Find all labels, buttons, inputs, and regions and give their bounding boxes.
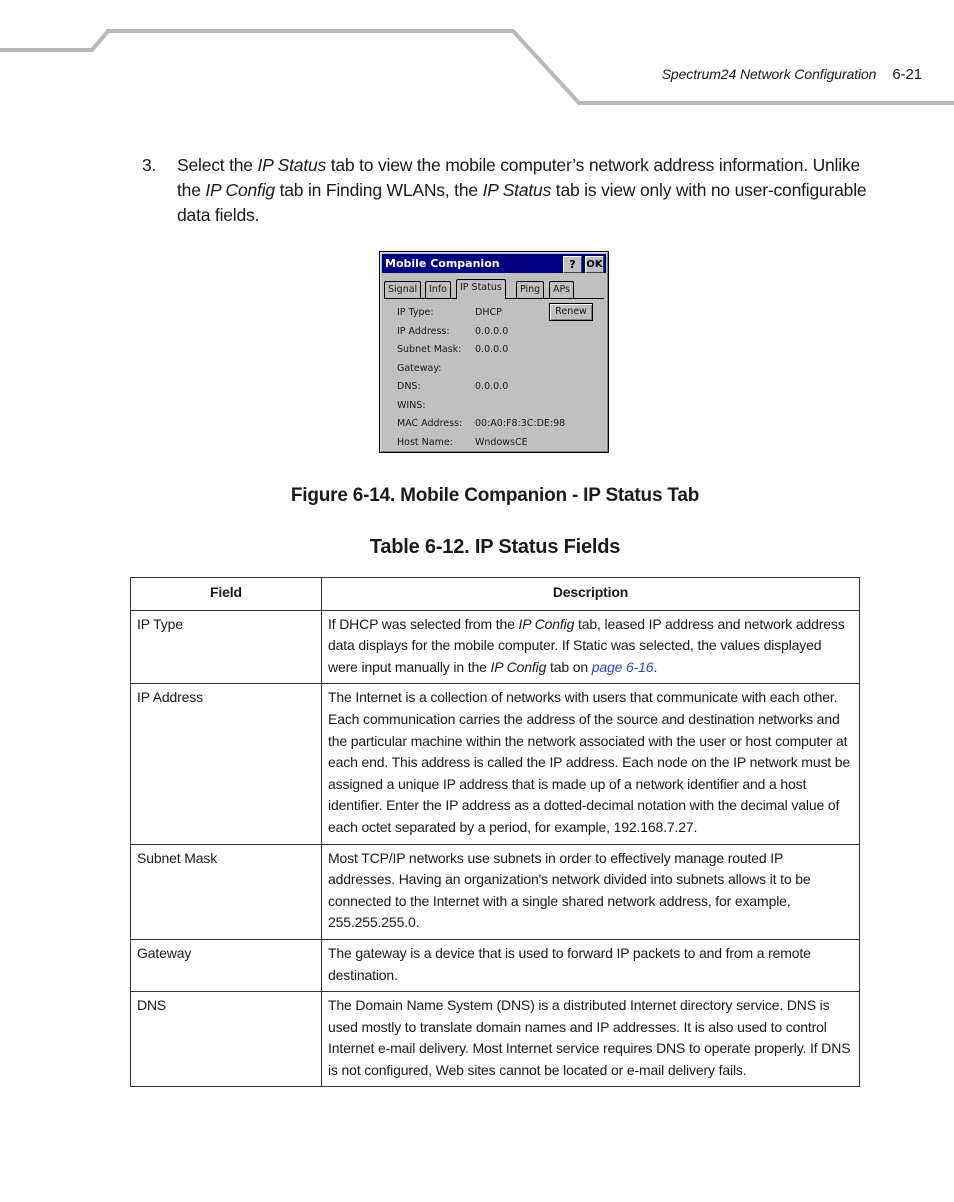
ok-button[interactable]: OK [585, 256, 604, 273]
dialog-titlebar [382, 254, 606, 273]
tab-aps[interactable]: APs [549, 281, 574, 298]
section-title: Spectrum24 Network Configuration [661, 66, 877, 82]
ip-status-fields-table [130, 577, 860, 1087]
description-cell: Most TCP/IP networks use subnets in order to effectively manage routed IP addresses. Having an organization's network divided into subnets allows it to be connected to the Internet with a single shared network address, for example, 255.255.255.0. [322, 844, 860, 939]
help-button[interactable]: ? [563, 256, 582, 273]
field-row: IP Address: 0.0.0.0 [397, 326, 509, 337]
table-caption: Table 6-12. IP Status Fields [369, 536, 621, 558]
field-row: MAC Address: 00:A0:F8:3C:DE:98 [397, 418, 566, 429]
description-cell: The Internet is a collection of networks with users that communicate with each other. Each communication carries the address of the source and destination networks and the particular machine within the network associated with the user or host computer at each end. This address is called the IP address. Each node on the IP network must be assigned a unique IP address that is made up of a network identifier and a host identifier. Enter the IP address as a dotted-decimal notation with the decimal value of each octet separated by a period, for example, 192.168.7.27. [322, 684, 860, 844]
field-cell: IP Type [131, 610, 322, 684]
field-row: DNS: 0.0.0.0 [397, 381, 509, 392]
description-cell: The gateway is a device that is used to forward IP packets to and from a remote destination. [322, 939, 860, 991]
step-text: Select the IP Status tab to view the mobile computer’s network address information. Unlike the IP Config tab in Finding WLANs, the IP Status tab is view only with no user-configurable data fields. [177, 155, 867, 225]
table-header-row [131, 578, 860, 611]
field-row: Host Name: WndowsCE [397, 437, 528, 448]
field-cell: Gateway [131, 939, 322, 991]
field-row: Subnet Mask: 0.0.0.0 [397, 344, 509, 355]
description-cell: If DHCP was selected from the IP Config tab, leased IP address and network address data displays for the mobile computer. If Static was selected, the values displayed were input manually in the IP Config tab on page 6-16. [322, 610, 860, 684]
page-link[interactable]: page 6-16 [591, 658, 654, 675]
tab-ip-status[interactable]: IP Status [456, 279, 506, 299]
tab-info[interactable]: Info [425, 281, 451, 298]
table-row [131, 684, 860, 844]
table-row [131, 610, 860, 684]
renew-button[interactable]: Renew [549, 303, 593, 321]
table-row [131, 939, 860, 991]
table-row [131, 844, 860, 939]
mobile-companion-dialog [379, 251, 609, 453]
page-number: 6-21 [892, 66, 922, 83]
field-row: WINS: [397, 400, 426, 411]
ip-status-pane [384, 298, 604, 450]
column-header-field: Field [131, 578, 322, 611]
field-row: Gateway: [397, 363, 442, 374]
table-row [131, 992, 860, 1087]
header-rule [0, 0, 954, 110]
field-cell: IP Address [131, 684, 322, 844]
column-header-description: Description [322, 578, 860, 611]
field-cell: Subnet Mask [131, 844, 322, 939]
dialog-title: Mobile Companion [385, 257, 500, 270]
field-row: IP Type: DHCP [397, 307, 502, 318]
tab-ping[interactable]: Ping [516, 281, 544, 298]
instruction-step [142, 153, 884, 228]
description-cell: The Domain Name System (DNS) is a distributed Internet directory service. DNS is used mostly to translate domain names and IP addresses. It is also used to control Internet e-mail delivery. Most Internet service requires DNS to operate properly. If DNS is not configured, Web sites cannot be located or e-mail delivery fails. [322, 992, 860, 1087]
tab-signal[interactable]: Signal [384, 281, 421, 298]
running-header [662, 66, 922, 83]
step-number: 3. [142, 155, 157, 175]
field-cell: DNS [131, 992, 322, 1087]
figure-caption: Figure 6-14. Mobile Companion - IP Status Tab [290, 485, 700, 506]
